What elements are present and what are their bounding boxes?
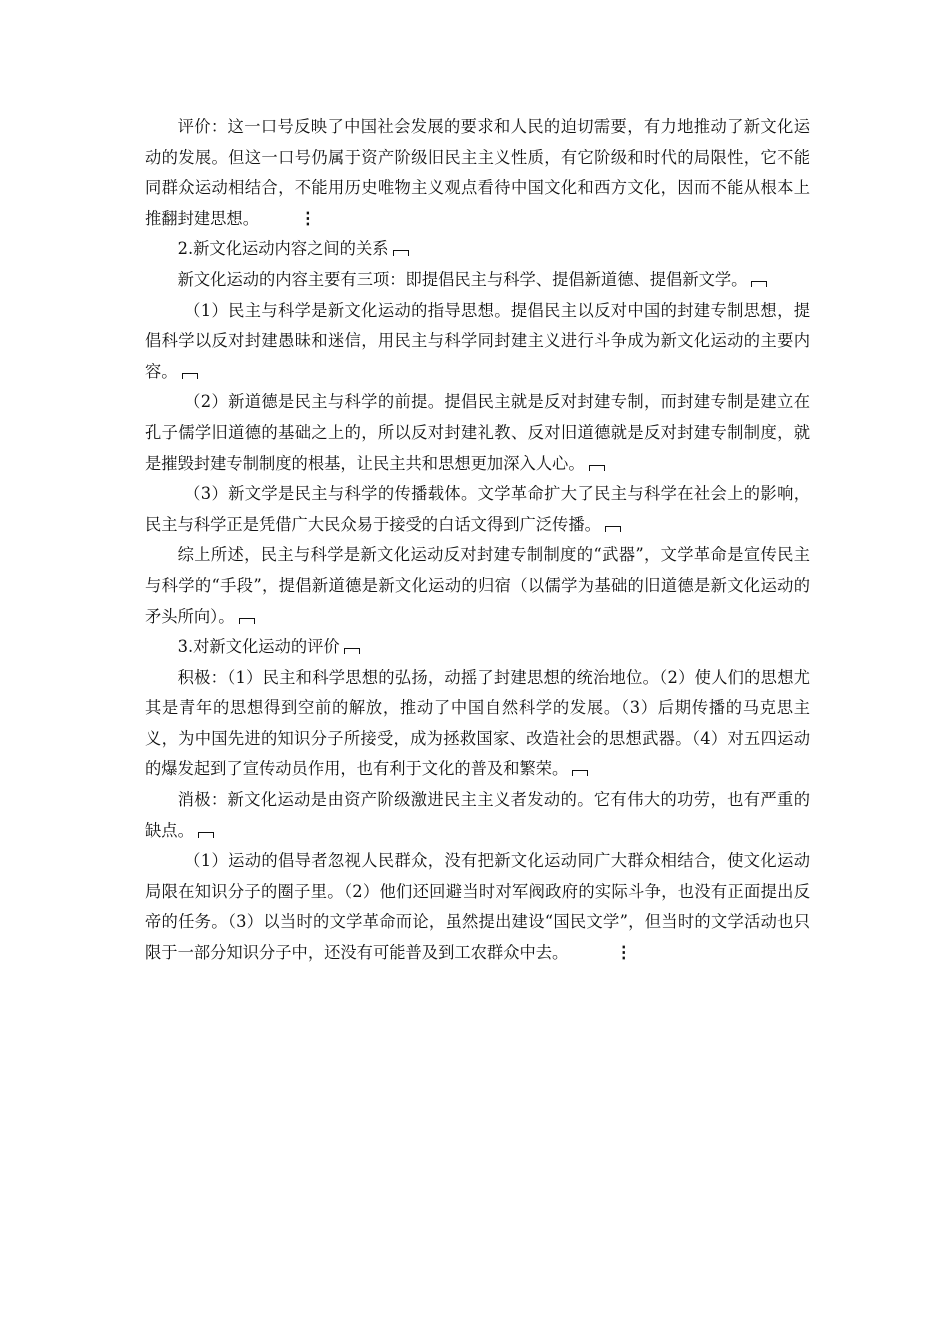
paragraph-mark-icon xyxy=(589,465,605,471)
document-page xyxy=(145,112,810,969)
paragraph-positive: 积极：（1）民主和科学思想的弘扬，动摇了封建思想的统治地位。（2）使人们的思想尤其是青年的思想得到空前的解放，推动了中国自然科学的发展。（3）后期传播的马克思主义，为中国先进的知识分子所接受，成为拯救国家、改造社会的思想武器。（4）对五四运动的爆发起到了宣传动员作用，也有利于文化的普及和繁荣。 xyxy=(145,667,810,779)
paragraph-evaluation: 评价：这一口号反映了中国社会发展的要求和人民的迫切需要，有力地推动了新文化运动的发展。但这一口号仍属于资产阶级旧民主主义性质，有它阶级和时代的局限性，它不能同群众运动相结合，不能用历史唯物主义观点看待中国文化和西方文化，因而不能从根本上推翻封建思想。 ⋮ xyxy=(145,112,810,234)
paragraph-summary: 综上所述，民主与科学是新文化运动反对封建专制制度的“武器”，文学革命是宣传民主与科学的“手段”，提倡新道德是新文化运动的归宿（以儒学为基础的旧道德是新文化运动的矛头所向）。 xyxy=(145,545,810,626)
paragraph-point-2: （2）新道德是民主与科学的前提。提倡民主就是反对封建专制，而封建专制是建立在孔子儒学旧道德的基础之上的，所以反对封建礼教、反对旧道德就是反对封建专制制度，就是摧毁封建专制制度的根基，让民主共和思想更加深入人心。 xyxy=(145,392,810,473)
paragraph-negative: 消极：新文化运动是由资产阶级激进民主主义者发动的。它有伟大的功劳，也有严重的缺点。 xyxy=(145,790,810,840)
section-heading-2: 2.新文化运动内容之间的关系 xyxy=(145,234,810,265)
paragraph-mark-icon xyxy=(239,618,255,624)
paragraph-mark-icon xyxy=(751,281,767,287)
vertical-dots-mark: ⋮ xyxy=(299,208,316,228)
paragraph-limitations: （1）运动的倡导者忽视人民群众，没有把新文化运动同广大群众相结合，使文化运动局限在知识分子的圈子里。（2）他们还回避当时对军阀政府的实际斗争，也没有正面提出反帝的任务。（3）以当时的文学革命而论，虽然提出建设“国民文学”，但当时的文学活动也只限于一部分知识分子中，还没有可能普及到工农群众中去。 ⋮ xyxy=(145,846,810,968)
paragraph-mark-icon xyxy=(605,526,621,532)
paragraph-content-intro: 新文化运动的内容主要有三项：即提倡民主与科学、提倡新道德、提倡新文学。 xyxy=(145,265,810,296)
paragraph-mark-icon xyxy=(182,373,198,379)
vertical-dots-mark: ⋮ xyxy=(615,943,632,963)
paragraph-point-1: （1）民主与科学是新文化运动的指导思想。提倡民主以反对中国的封建专制思想，提倡科学以反对封建愚昧和迷信，用民主与科学同封建主义进行斗争成为新文化运动的主要内容。 xyxy=(145,300,810,381)
section-heading-3: 3.对新文化运动的评价 xyxy=(145,632,810,663)
paragraph-mark-icon xyxy=(198,832,214,838)
paragraph-mark-icon xyxy=(344,648,360,654)
paragraph-mark-icon xyxy=(572,770,588,776)
paragraph-mark-icon xyxy=(393,250,409,256)
paragraph-point-3: （3）新文学是民主与科学的传播载体。文学革命扩大了民主与科学在社会上的影响，民主与科学正是凭借广大民众易于接受的白话文得到广泛传播。 xyxy=(145,484,810,534)
